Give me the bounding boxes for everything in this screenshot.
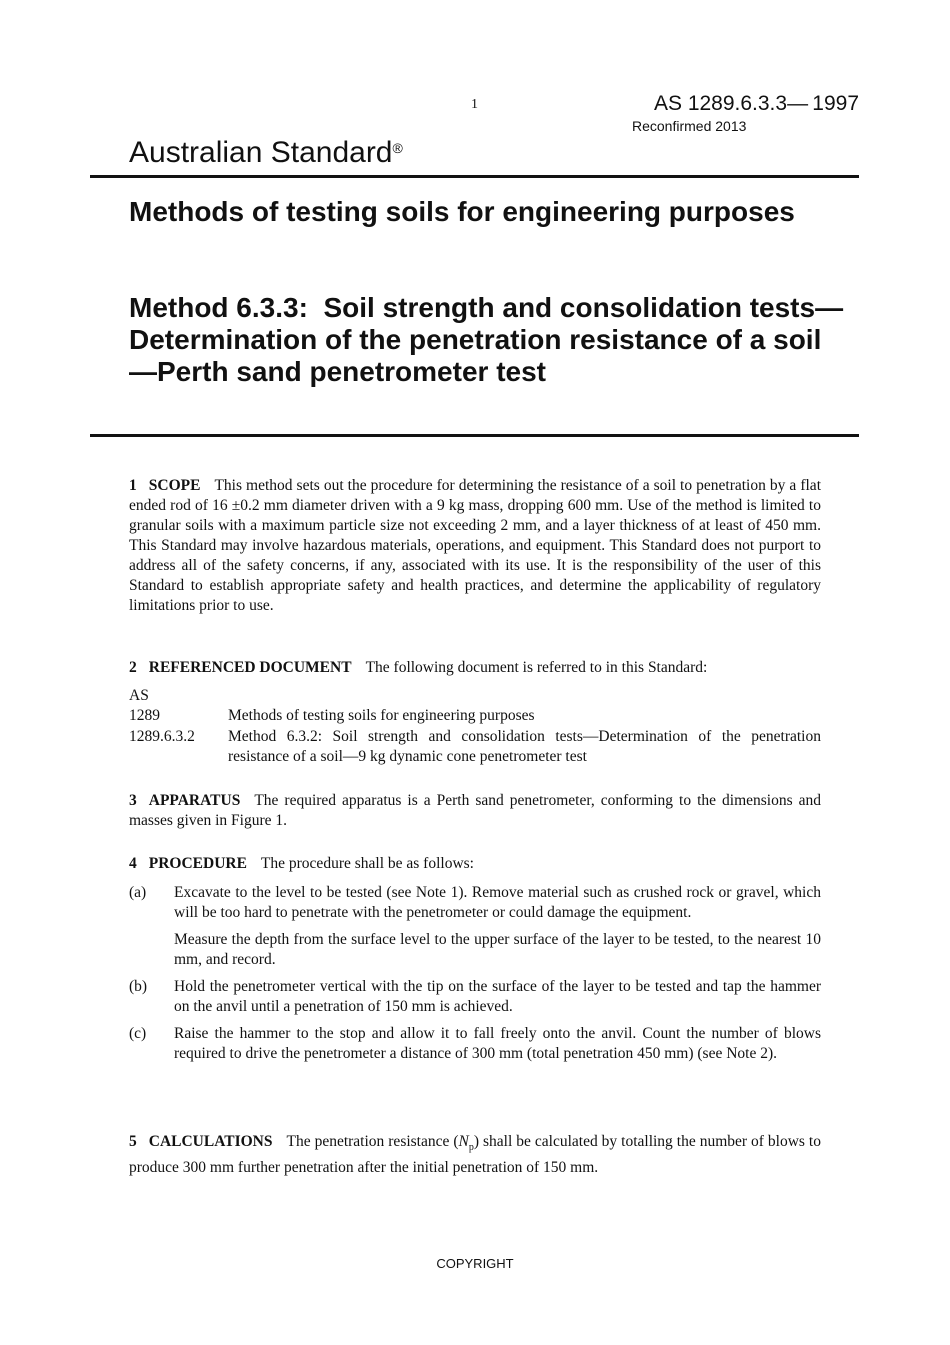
section-scope xyxy=(129,476,821,616)
step-text: Excavate to the level to be tested (see Note 1). Remove material such as crushed rock or gravel, which will be too hard to penetrate with the penetrometer or could damage the equipment. xyxy=(174,884,821,921)
page-number: 1 xyxy=(471,97,478,112)
section-lead xyxy=(129,854,821,874)
title-rule xyxy=(90,434,859,437)
section-procedure xyxy=(129,854,821,1071)
step-note: Measure the depth from the surface level to the upper surface of the layer to be tested, to the nearest 10 mm, and record. xyxy=(174,931,821,968)
section-heading: CALCULATIONS xyxy=(148,1133,273,1150)
section-number: 1 xyxy=(129,477,137,494)
procedure-step xyxy=(129,1024,821,1064)
section-lead xyxy=(129,658,821,678)
section-text: This method sets out the procedure for determining the resistance of a soil to penetration by a flat ended rod of 16 ±0.2 mm diameter driven with a 9 kg mass, dropping 600 mm. Use of the method is limited to granular soils with a maximum particle size not exceeding 2 mm, and a layer thickness of at least of 450 mm. This Standard may involve hazardous materials, operations, and equipment. This Standard does not purport to address all of the safety concerns, if any, associated with its use. It is the responsibility of the user of this Standard to establish appropriate safety and health practices, and determine the applicability of regulatory limitations prior to use. xyxy=(129,477,821,614)
section-text-cont: ) shall be calculated by totalling the number of blows to produce 300 mm further penetration after the initial penetration of 150 mm. xyxy=(129,1133,821,1177)
reconfirmed-note: Reconfirmed 2013 xyxy=(632,118,747,134)
section-heading: PROCEDURE xyxy=(148,855,247,872)
section-text: The required apparatus is a Perth sand penetrometer, conforming to the dimensions and masses given in Figure 1. xyxy=(129,792,821,829)
section-apparatus xyxy=(129,791,821,831)
section-heading: SCOPE xyxy=(148,477,201,494)
section-text: The following document is referred to in this Standard: xyxy=(365,659,708,676)
section-number: 3 xyxy=(129,792,137,809)
section-text: The procedure shall be as follows: xyxy=(260,855,474,872)
symbol-subscript: p xyxy=(468,1142,474,1154)
section-number: 4 xyxy=(129,855,137,872)
ref-title: Methods of testing soils for engineering purposes xyxy=(228,707,535,724)
procedure-step xyxy=(129,883,821,923)
section-text: The penetration resistance ( xyxy=(286,1133,459,1150)
step-label: (b) xyxy=(129,978,148,995)
ref-row xyxy=(129,706,821,726)
section-referenced xyxy=(129,658,821,767)
brand-name: Australian Standard xyxy=(129,136,393,169)
method-title: Method 6.3.3: Soil strength and consolidation tests—Determination of the penetration resistance of a soil—Perth sand penetrometer test xyxy=(129,292,844,387)
ref-code: 1289.6.3.2 xyxy=(129,728,195,745)
procedure-step xyxy=(129,977,821,1017)
ref-title: Method 6.3.2: Soil strength and consolidation tests—Determination of the penetration resistance of a soil—9 kg dynamic cone penetrometer test xyxy=(228,728,821,765)
document-title: Methods of testing soils for engineering purposes xyxy=(129,196,795,227)
section-calculations xyxy=(129,1132,821,1178)
step-text: Hold the penetrometer vertical with the tip on the surface of the layer to be tested and tap the hammer on the anvil until a penetration of 150 mm is achieved. xyxy=(174,978,821,1015)
brand-title xyxy=(129,136,403,170)
copyright-footer: COPYRIGHT xyxy=(436,1256,514,1271)
registered-mark: ® xyxy=(392,140,403,156)
section-heading: REFERENCED DOCUMENT xyxy=(148,659,352,676)
symbol-np: N xyxy=(458,1133,469,1150)
step-text: Raise the hammer to the stop and allow it to fall freely onto the anvil. Count the number of blows required to drive the penetrometer a distance of 300 mm (total penetration 450 mm) (see Note 2). xyxy=(174,1025,821,1062)
step-label: (c) xyxy=(129,1025,147,1042)
ref-code: 1289 xyxy=(129,707,160,724)
section-heading: APPARATUS xyxy=(148,792,241,809)
ref-prefix: AS xyxy=(129,687,149,704)
header-rule xyxy=(90,175,859,178)
section-number: 2 xyxy=(129,659,137,676)
standard-number: AS 1289.6.3.3— 1997 xyxy=(653,92,859,115)
step-label: (a) xyxy=(129,884,147,901)
section-number: 5 xyxy=(129,1133,137,1150)
ref-row xyxy=(129,727,821,767)
